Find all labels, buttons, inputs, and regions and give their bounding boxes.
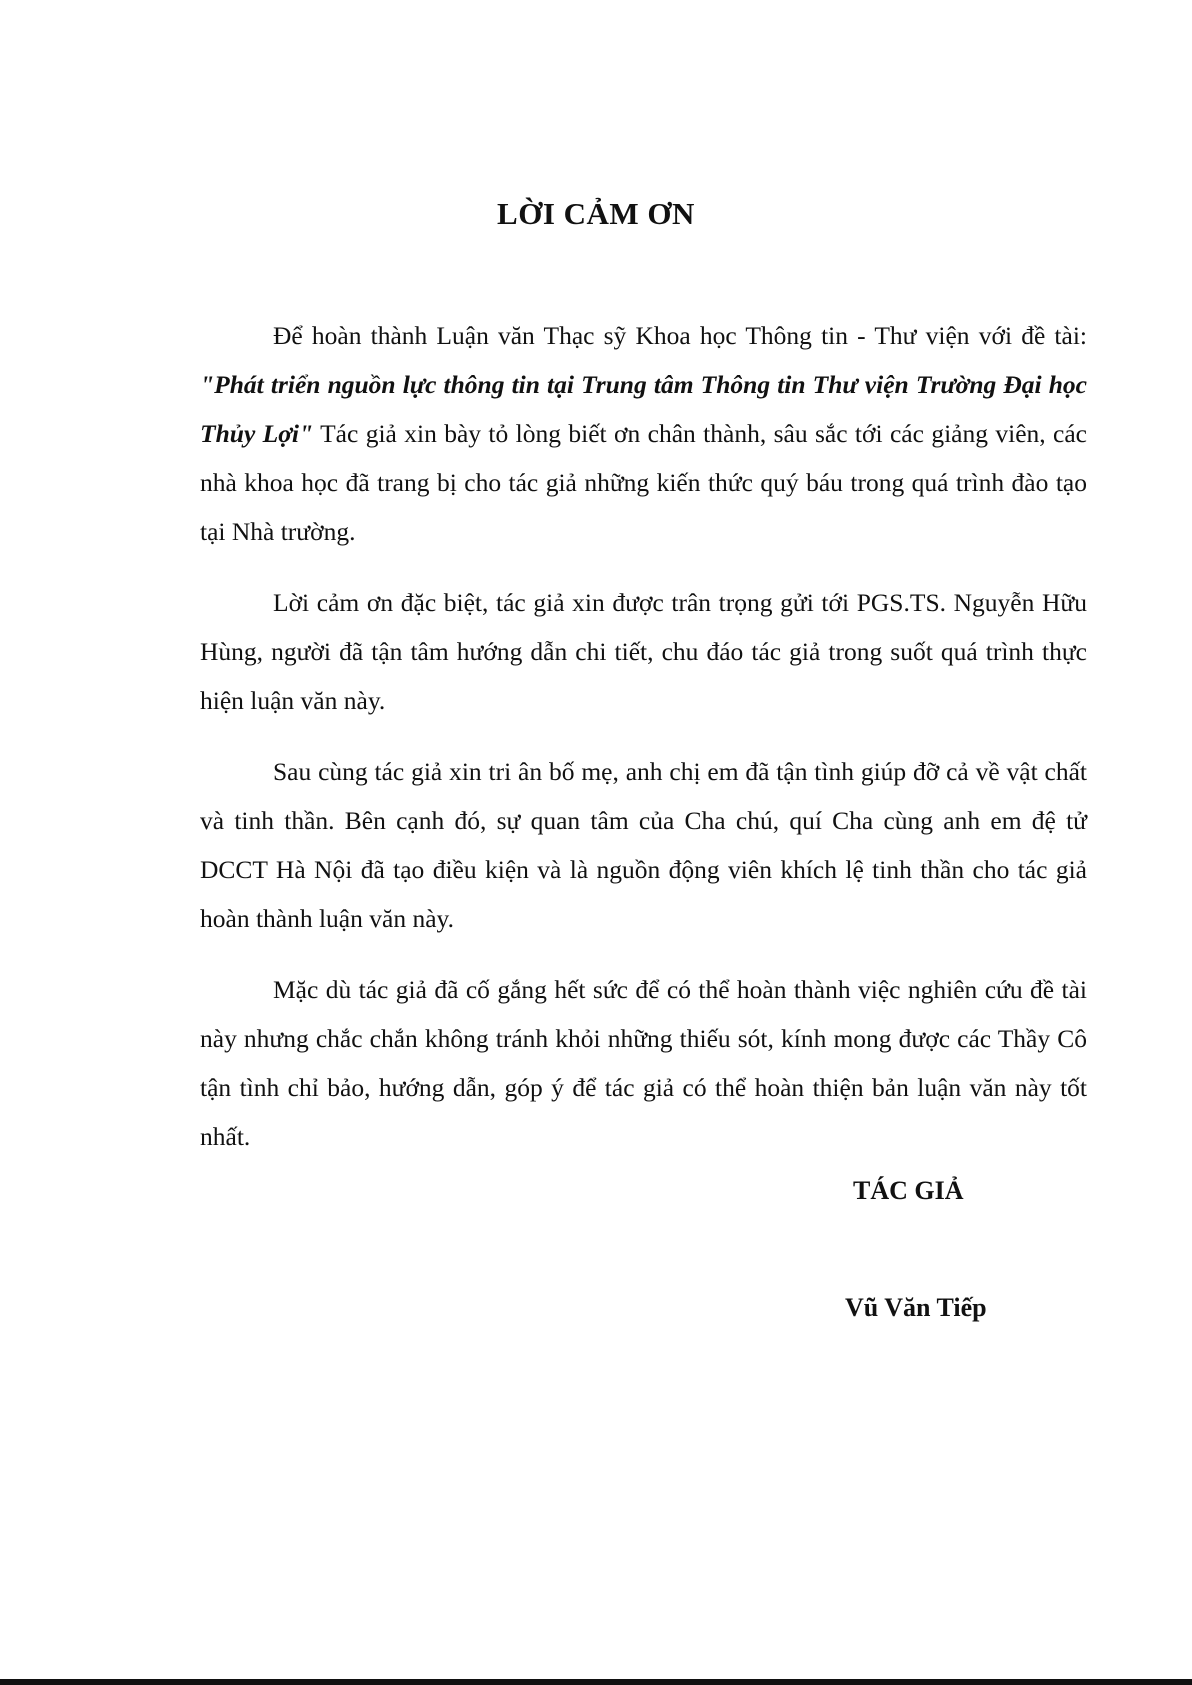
page-bottom-border xyxy=(0,1679,1192,1685)
page-title: LỜI CẢM ƠN xyxy=(497,196,695,231)
paragraph-3: Sau cùng tác giả xin tri ân bố mẹ, anh chị em đã tận tình giúp đỡ cả về vật chất và tinh thần. Bên cạnh đó, sự quan tâm của Cha chú, quí Cha cùng anh em đệ tử DCCT Hà Nội đã tạo điều kiện và là nguồn động viên khích lệ tinh thần cho tác giả hoàn thành luận văn này. xyxy=(200,757,1087,933)
acknowledgement-body xyxy=(200,311,1087,1183)
thesis-title: "Phát triển nguồn lực thông tin tại Trung tâm Thông tin Thư viện Trường Đại học Thủy Lợi" xyxy=(200,370,1087,448)
paragraph-1-intro: Để hoàn thành Luận văn Thạc sỹ Khoa học Thông tin - Thư viện với đề tài: xyxy=(273,321,1087,350)
signature-name: Vũ Văn Tiếp xyxy=(845,1293,987,1322)
signature-role: TÁC GIẢ xyxy=(853,1176,964,1205)
paragraph-1-rest: Tác giả xin bày tỏ lòng biết ơn chân thành, sâu sắc tới các giảng viên, các nhà khoa học đã trang bị cho tác giả những kiến thức quý báu trong quá trình đào tạo tại Nhà trường. xyxy=(200,419,1087,546)
paragraph-1 xyxy=(200,311,1087,556)
paragraph-2: Lời cảm ơn đặc biệt, tác giả xin được trân trọng gửi tới PGS.TS. Nguyễn Hữu Hùng, người đã tận tâm hướng dẫn chi tiết, chu đáo tác giả trong suốt quá trình thực hiện luận văn này. xyxy=(200,588,1087,715)
paragraph-4: Mặc dù tác giả đã cố gắng hết sức để có thể hoàn thành việc nghiên cứu đề tài này nhưng chắc chắn không tránh khỏi những thiếu sót, kính mong được các Thầy Cô tận tình chỉ bảo, hướng dẫn, góp ý để tác giả có thể hoàn thiện bản luận văn này tốt nhất. xyxy=(200,975,1087,1151)
